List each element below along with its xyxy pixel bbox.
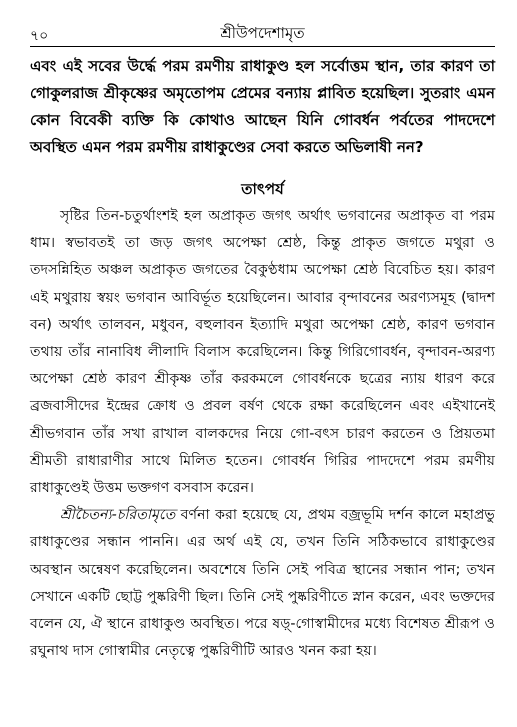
verse-translation-paragraph: এবং এই সবের উর্দ্ধে পরম রমণীয় রাধাকুণ্ড হল সর্বোত্তম স্থান, তার কারণ তা গোকুলরাজ শ্রীকৃষ্ণের অমৃতোপম প্রেমের বন্যায় প্লাবিত হয়েছিল। সুতরাং এমন কোন বিবেকী ব্যক্তি কি কোথাও আছেন যিনি গোবর্ধন পর্বতের পাদদেশে অবস্থিত এমন পরম রমণীয় রাধাকুণ্ডের সেবা করতে অভিলাষী নন? <box>30 57 495 156</box>
purport-paragraph-1: সৃষ্টির তিন-চতুর্থাংশই হল অপ্রাকৃত জগৎ অর্থাৎ ভগবানের অপ্রাকৃত বা পরম ধাম। স্বভাবতই তা জড় জগৎ অপেক্ষা শ্রেষ্ঠ, কিন্তু প্রাকৃত জগতে মথুরা ও তদসন্নিহিত অঞ্চল অপ্রাকৃত জগতের বৈকুণ্ঠধাম অপেক্ষা শ্রেষ্ঠ বিবেচিত হয়। কারণ এই মথুরায় স্বয়ং ভগবান আবির্ভূত হয়েছিলেন। আবার বৃন্দাবনের অরণ্যসমূহ (দ্বাদশ বন) অর্থাৎ তালবন, মধুবন, বহুলাবন ইত্যাদি মথুরা অপেক্ষা শ্রেষ্ঠ, কারণ ভগবান তথায় তাঁর নানাবিধ লীলাদি বিলাস করেছিলেন। কিন্তু গিরিগোবর্ধন, বৃন্দাবন-অরণ্য অপেক্ষা শ্রেষ্ঠ কারণ শ্রীকৃষ্ণ তাঁর করকমলে গোবর্ধনকে ছত্রের ন্যায় ধারণ করে ব্রজবাসীদের ইন্দ্রের ক্রোধ ও প্রবল বর্ষণ থেকে রক্ষা করেছিলেন এবং এইখানেই শ্রীভগবান তাঁর সখা রাখাল বালকদের নিয়ে গো-বৎস চারণ করতেন ও প্রিয়তমা শ্রীমতী রাধারাণীর সাথে মিলিত হতেন। গোবর্ধন গিরির পাদদেশে পরম রমণীয় রাধাকুণ্ডেই উত্তম ভক্তগণ বসবাস করেন। <box>30 208 495 497</box>
purport-paragraph-2-text: বর্ণনা করা হয়েছে যে, প্রথম বজ্রভূমি দর্শন কালে মহাপ্রভু রাধাকুণ্ডের সন্ধান পাননি। এর অর্থ এই যে, তখন তিনি সঠিকভাবে রাধাকুণ্ডের অবস্থান অন্বেষণ করেছিলেন। অবশেষে তিনি সেই পবিত্র স্থানের সন্ধান পান; তখন সেখানে একটি ছোট্ট পুষ্করিণী ছিল। তিনি সেই পুষ্করিণীতে স্নান করেন, এবং ভক্তদের বলেন যে, ঐ স্থানে রাধাকুণ্ড অবস্থিত। পরে ষড়্‌-গোস্বামীদের মধ্যে বিশেষত শ্রীরূপ ও রঘুনাথ দাস গোস্বামীর নেতৃত্বে পুষ্করিণীটি আরও খনন করা হয়। <box>30 507 495 660</box>
purport-paragraph-2 <box>30 502 495 665</box>
page-number: ৭০ <box>30 28 49 44</box>
page-header <box>30 20 495 47</box>
book-title-reference: শ্রীচৈতন্য-চরিতামৃতে <box>60 507 176 524</box>
purport-heading: তাৎপর্য <box>241 180 284 198</box>
running-title: শ্রীউপদেশামৃত <box>220 24 305 42</box>
